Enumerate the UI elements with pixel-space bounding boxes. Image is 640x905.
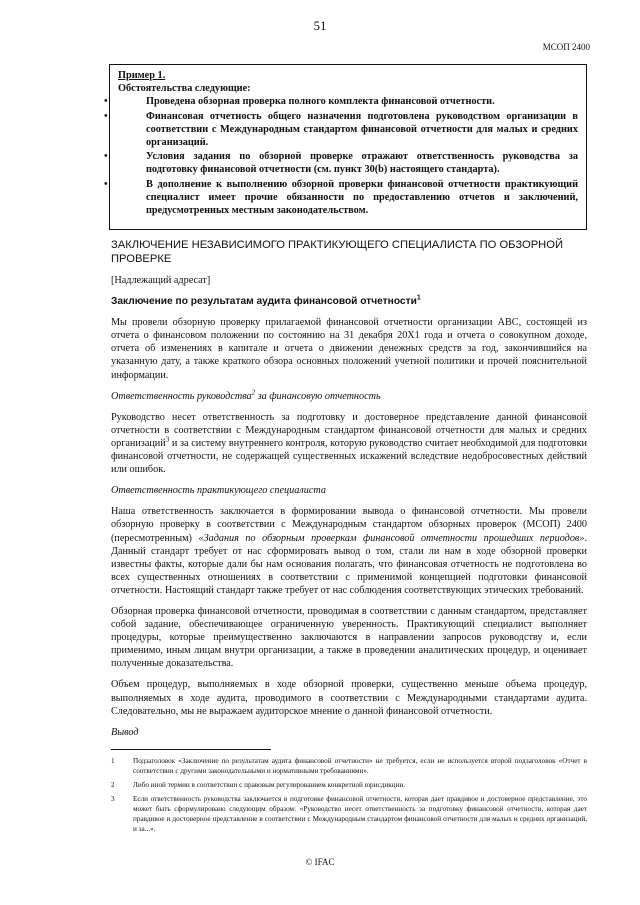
list-item [104,150,578,176]
bullet-icon: • [104,110,108,122]
management-heading-rest: за финансовую отчетность [255,390,381,402]
footnote-ref: 2 [251,388,256,397]
list-item-text: Финансовая отчетность общего назначения подготовлена руководством организации в соответствии с Международным стандартом финансовой отчетности для малых и средних организаций. [146,110,578,149]
practitioner-paragraph-part-a: Наша ответственность заключается в формировании вывода о финансовой отчетности. Мы провели обзорную проверку в соответствии с Международным стандартом обзорных проверок (МСОП) 2400 (пересмотренным) [111,506,587,544]
list-item [104,95,578,108]
example-list [104,95,578,217]
practitioner-heading: Ответственность практикующего специалиста [111,485,326,497]
practitioner-paragraph [111,505,587,597]
footnote-number: 2 [111,781,115,789]
page-number: 51 [313,18,327,33]
footnote [111,756,587,776]
management-paragraph-part-b: и за систему внутреннего контроля, которую руководство считает необходимой для подготовки финансовой отчетности, не содержащей существенных искажений вследствие недобросовестных действий или ошибок. [111,437,587,476]
management-heading-text: Ответственность руководства [111,390,252,402]
example-title: Пример 1. [118,70,166,81]
footnote [111,794,587,834]
review-paragraph: Обзорная проверка финансовой отчетности, проводимая в соответствии с данным стандартом, представляет собой задание, обеспечивающее ограниченную уверенность. Практикующий специалист выполняет процедуры, которые преимущественно заключаются в направлении запросов руководству и, если применимо, иным лицам внутри организации, а также в проведении аналитических процедур, и оценивает полученные доказательства. [111,605,587,670]
conclusion-label: Вывод [111,726,139,738]
example-box [104,64,587,230]
footnote [111,780,587,790]
page-footer: © IFAC [305,857,335,867]
scope-paragraph: Объем процедур, выполняемых в ходе обзорной проверки, существенно меньше объема процедур, выполняемых в ходе аудита, проводимого в соответствии с Международными стандартами аудита. Следовательно, мы не выражаем аудиторское мнение о данной финансовой отчетности. [111,679,587,717]
management-heading [111,390,587,403]
footnote-number: 1 [111,757,115,765]
report-content [111,238,587,747]
footnote-text: Либо иной термин в соответствии с правовым регулированием конкретной юрисдикции. [133,781,406,789]
practitioner-paragraph-part-b: . Данный стандарт требует от нас сформировать вывод о том, стали ли нам в ходе обзорной проверки известны факты, которые дали бы нам основания полагать, что финансовая отчетность не подготовлена во всех существенных отношениях в соответствии с применимой концепцией подготовки финансовой отчетности. Настоящий стандарт также требует от нас соблюдения соответствующих этических требований. [111,532,587,596]
addressee: [Надлежащий адресат] [111,275,211,286]
footnote-ref: 1 [416,294,421,302]
document-code: МСОП 2400 [542,42,590,52]
intro-paragraph: Мы провели обзорную проверку прилагаемой финансовой отчетности организации ABC, состоящей из отчета о финансовом положении по состоянию на 31 декабря 20X1 года и отчета о совокупном доходе, отчета об изменениях в капитале и отчета о движении денежных средств за год, закончившийся на указанную дату, а также краткого обзора основных положений учетной политики и прочей пояснительной информации. [111,317,587,381]
management-paragraph [111,411,587,476]
conclusion-section-heading [111,295,587,308]
list-item [104,110,578,150]
footnotes [111,756,587,838]
list-item-text: В дополнение к выполнению обзорной проверки финансовой отчетности практикующий специалист имеет прочие обязанности по предоставлению отчетов и заключений, предусмотренных местным законодательством. [146,178,578,217]
bullet-icon: • [104,96,108,108]
example-circumstances: Обстоятельства следующие: [118,83,251,95]
bullet-icon: • [104,178,108,190]
footnote-number: 3 [111,795,115,803]
list-item-text: Условия задания по обзорной проверке отражают ответственность руководства за подготовку финансовой отчетности (см. пункт 30(b) настоящего стандарта). [146,151,578,176]
footnote-ref: 3 [165,435,170,444]
report-heading: ЗАКЛЮЧЕНИЕ НЕЗАВИСИМОГО ПРАКТИКУЮЩЕГО СПЕЦИАЛИСТА ПО ОБЗОРНОЙ ПРОВЕРКЕ [111,239,563,265]
bullet-icon: • [104,151,108,163]
conclusion-section-heading-text: Заключение по результатам аудита финансовой отчетности [111,296,417,308]
standard-title: «Задания по обзорным проверкам финансовой отчетности прошедших периодов» [198,532,585,544]
list-item-text: Проведена обзорная проверка полного комплекта финансовой отчетности. [146,96,495,108]
list-item [104,178,578,218]
footnote-divider [111,749,271,750]
footnote-text: Если ответственность руководства заключается в подготовке финансовой отчетности, которая дает правдивое и достоверное представление, это может быть сформулировано следующим образом: «Руководство несет ответственность за подготовку финансовой отчетности, которая дает правдивое и достоверное представление в соответствии с Международным стандартом финансовой отчетности для малых и средних организаций, и за...». [133,795,587,833]
management-paragraph-part-a: Руководство несет ответственность за подготовку и достоверное представление данной финансовой отчетности в соответствии с Международным стандартом финансовой отчетности для малых и средних организаций [111,411,587,449]
footnote-text: Подзаголовок «Заключение по результатам аудита финансовой отчетности» не требуется, если не используется второй подзаголовок «Отчет в соответствии с другими законодательными и нормативными требованиями». [133,757,587,775]
